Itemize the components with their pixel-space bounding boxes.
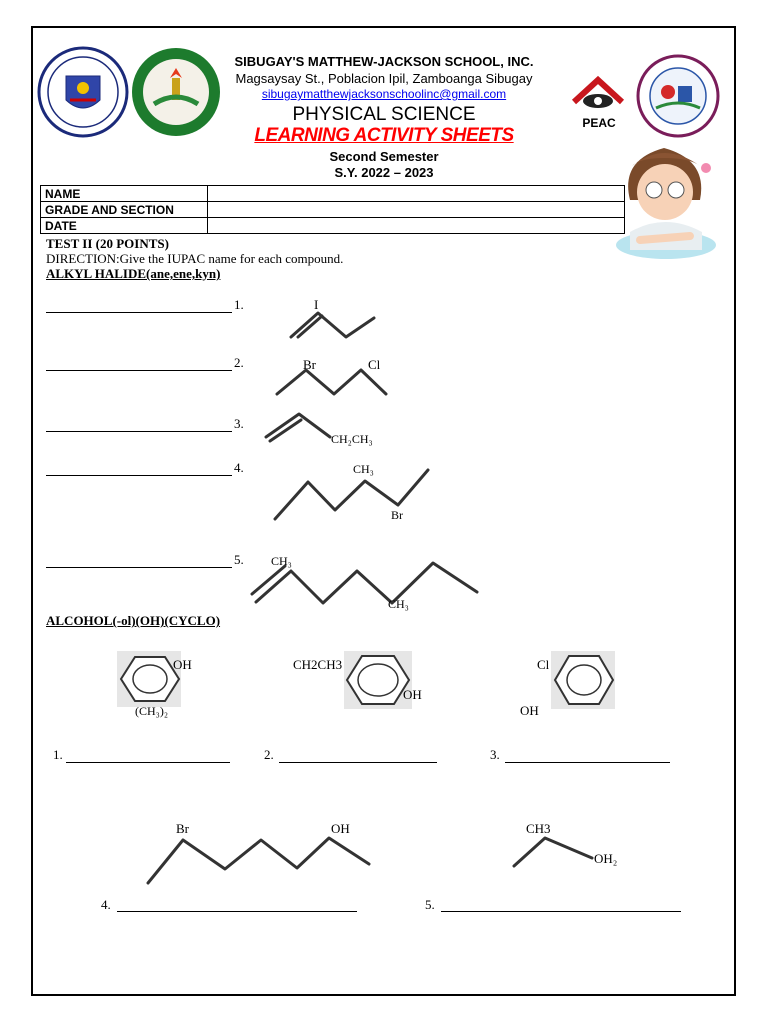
structure-4-bonds — [275, 470, 428, 519]
alcohol-item-number: 5. — [425, 897, 435, 912]
test-direction: DIRECTION:Give the IUPAC name for each compound. — [46, 251, 344, 266]
alcohol-structure-4-bonds — [148, 838, 369, 883]
alcohol-answer-blank-5[interactable] — [441, 911, 681, 912]
atom-label: CH2CH3 — [293, 657, 343, 672]
alkyl-item-number: 5. — [234, 552, 244, 567]
school-year: S.Y. 2022 – 2023 — [334, 165, 434, 180]
alkyl-item-number: 2. — [234, 355, 244, 370]
test-title: TEST II (20 POINTS) — [46, 236, 169, 251]
school-address: Magsaysay St., Poblacion Ipil, Zamboanga Sibugay — [235, 71, 533, 86]
atom-label: I — [314, 297, 319, 312]
atom-label: OH — [331, 821, 350, 836]
alkyl-item-number: 3. — [234, 416, 244, 431]
alcohol-heading: ALCOHOL(-ol)(OH)(CYCLO) — [46, 613, 221, 628]
atom-label: Cl — [368, 357, 381, 372]
atom-label: (CH₃)₂ — [135, 704, 169, 718]
atom-label: CH₃ — [353, 462, 374, 476]
atom-label: Br — [303, 357, 316, 372]
structure-1-bonds — [291, 313, 374, 337]
alcohol-item-number: 3. — [490, 747, 500, 762]
structure-5-bonds — [252, 563, 477, 603]
alcohol-ring-1 — [117, 651, 181, 707]
alcohol-item-number: 2. — [264, 747, 274, 762]
subject-title: PHYSICAL SCIENCE — [292, 104, 476, 125]
alcohol-answer-blank-3[interactable] — [505, 762, 670, 763]
alcohol-answer-blank-2[interactable] — [279, 762, 437, 763]
alkyl-item-number: 4. — [234, 460, 244, 475]
atom-label: CH3 — [526, 821, 551, 836]
atom-label: OH — [173, 657, 192, 672]
atom-label: OH — [520, 703, 539, 718]
atom-label: OH₂ — [594, 851, 618, 866]
school-email-link[interactable]: sibugaymatthewjacksonschoolinc@gmail.com — [261, 87, 507, 101]
school-name: SIBUGAY'S MATTHEW-JACKSON SCHOOL, INC. — [234, 54, 534, 69]
atom-label: Br — [391, 508, 403, 522]
atom-label: CH₃ — [271, 554, 292, 568]
alcohol-item-number: 4. — [101, 897, 111, 912]
atom-label: CH₂CH₃ — [331, 432, 373, 446]
alcohol-ring-2 — [344, 651, 412, 709]
info-label: GRADE AND SECTION — [41, 202, 208, 218]
structure-3-bonds — [266, 414, 330, 441]
alcohol-structure-5-bonds — [514, 838, 592, 866]
semester: Second Semester — [329, 149, 439, 164]
sheet-title: LEARNING ACTIVITY SHEETS — [254, 125, 514, 146]
alcohol-answer-blank-1[interactable] — [66, 762, 230, 763]
alkyl-item-number: 1. — [234, 297, 244, 312]
peac-label: PEAC — [582, 116, 616, 130]
structure-2-bonds — [277, 370, 386, 394]
alcohol-ring-3 — [551, 651, 615, 709]
atom-label: Br — [176, 821, 189, 836]
info-label: DATE — [41, 218, 208, 234]
alcohol-answer-blank-4[interactable] — [117, 911, 357, 912]
atom-label: Cl — [537, 657, 550, 672]
alcohol-item-number: 1. — [53, 747, 63, 762]
info-label: NAME — [41, 186, 208, 202]
atom-label: CH₃ — [388, 597, 409, 611]
atom-label: OH — [403, 687, 422, 702]
alkyl-heading: ALKYL HALIDE(ane,ene,kyn) — [46, 266, 221, 281]
